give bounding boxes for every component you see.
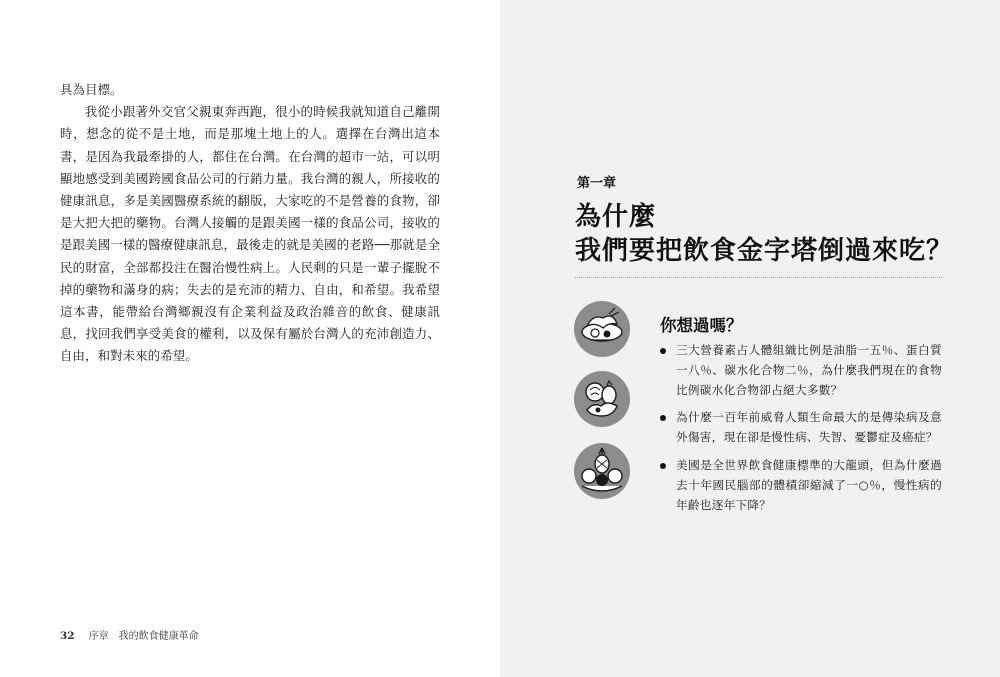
paragraph-1: 具為目標。 — [60, 82, 123, 97]
list-item — [660, 456, 942, 515]
question-text: 為什麼一百年前威脅人類生命最大的是傳染病及意外傷害，現在卻是慢性病、失智、憂鬱症及癌症？ — [676, 410, 942, 445]
fruit-basket-icon — [573, 442, 631, 500]
list-item — [660, 408, 942, 448]
dotted-divider — [575, 277, 942, 278]
chapter-title-line-1: 為什麼 — [575, 202, 657, 232]
chapter-title-line-2: 我們要把飲食金字塔倒過來吃？ — [575, 236, 954, 266]
page-number: 32 — [60, 630, 75, 642]
list-item — [660, 341, 942, 400]
question-list — [660, 341, 942, 523]
body-text — [60, 79, 440, 368]
bullet-icon — [660, 348, 666, 354]
question-text: 美國是全世界飲食健康標準的大龍頭，但為什麼過去十年國民腦部的體積卻縮減了一○％，慢性病的年齡也逐年下降？ — [676, 457, 942, 512]
page-footer — [60, 627, 199, 642]
running-header-section: 序章 我的飲食健康革命 — [88, 631, 199, 642]
vegetables-icon — [573, 370, 631, 428]
food-platter-icon — [573, 300, 631, 358]
chapter-title — [575, 200, 955, 268]
bullet-icon — [660, 463, 666, 469]
question-text: 三大營養素占人體組織比例是油脂一五％、蛋白質一八％、碳水化合物二％，為什麼我們現在的食物比例碳水化合物卻占絕大多數？ — [676, 343, 942, 397]
chapter-label: 第一章 — [577, 176, 617, 191]
questions-heading: 你想過嗎？ — [660, 316, 743, 335]
bullet-icon — [660, 415, 666, 421]
paragraph-2: 我從小跟著外交官父親東奔西跑，很小的時候我就知道自己離開時，想念的從不是土地，而是那塊土地上的人。選擇在台灣出這本書，是因為我最牽掛的人，都住在台灣。在台灣的超市一站，可以明顯地感受到美國跨國食品公司的行銷力量。我台灣的親人，所接收的健康訊息，多是美國醫療系統的翻版，大家吃的不是營養的食物，卻是大把大把的藥物。台灣人接觸的是跟美國一樣的食品公司，接收的是跟美國一樣的醫療健康訊息，最後走的就是美國的老路──那就是全民的財富，全部都投注在醫治慢性病上。人民剩的只是一輩子擺脫不掉的藥物和滿身的病；失去的是充沛的精力、自由，和希望。我希望這本書，能帶給台灣鄉親沒有企業利益及政治雜音的飲食、健康訊息，找回我們享受美食的權利，以及保有屬於台灣人的充沛創造力、自由，和對未來的希望。 — [60, 104, 440, 364]
